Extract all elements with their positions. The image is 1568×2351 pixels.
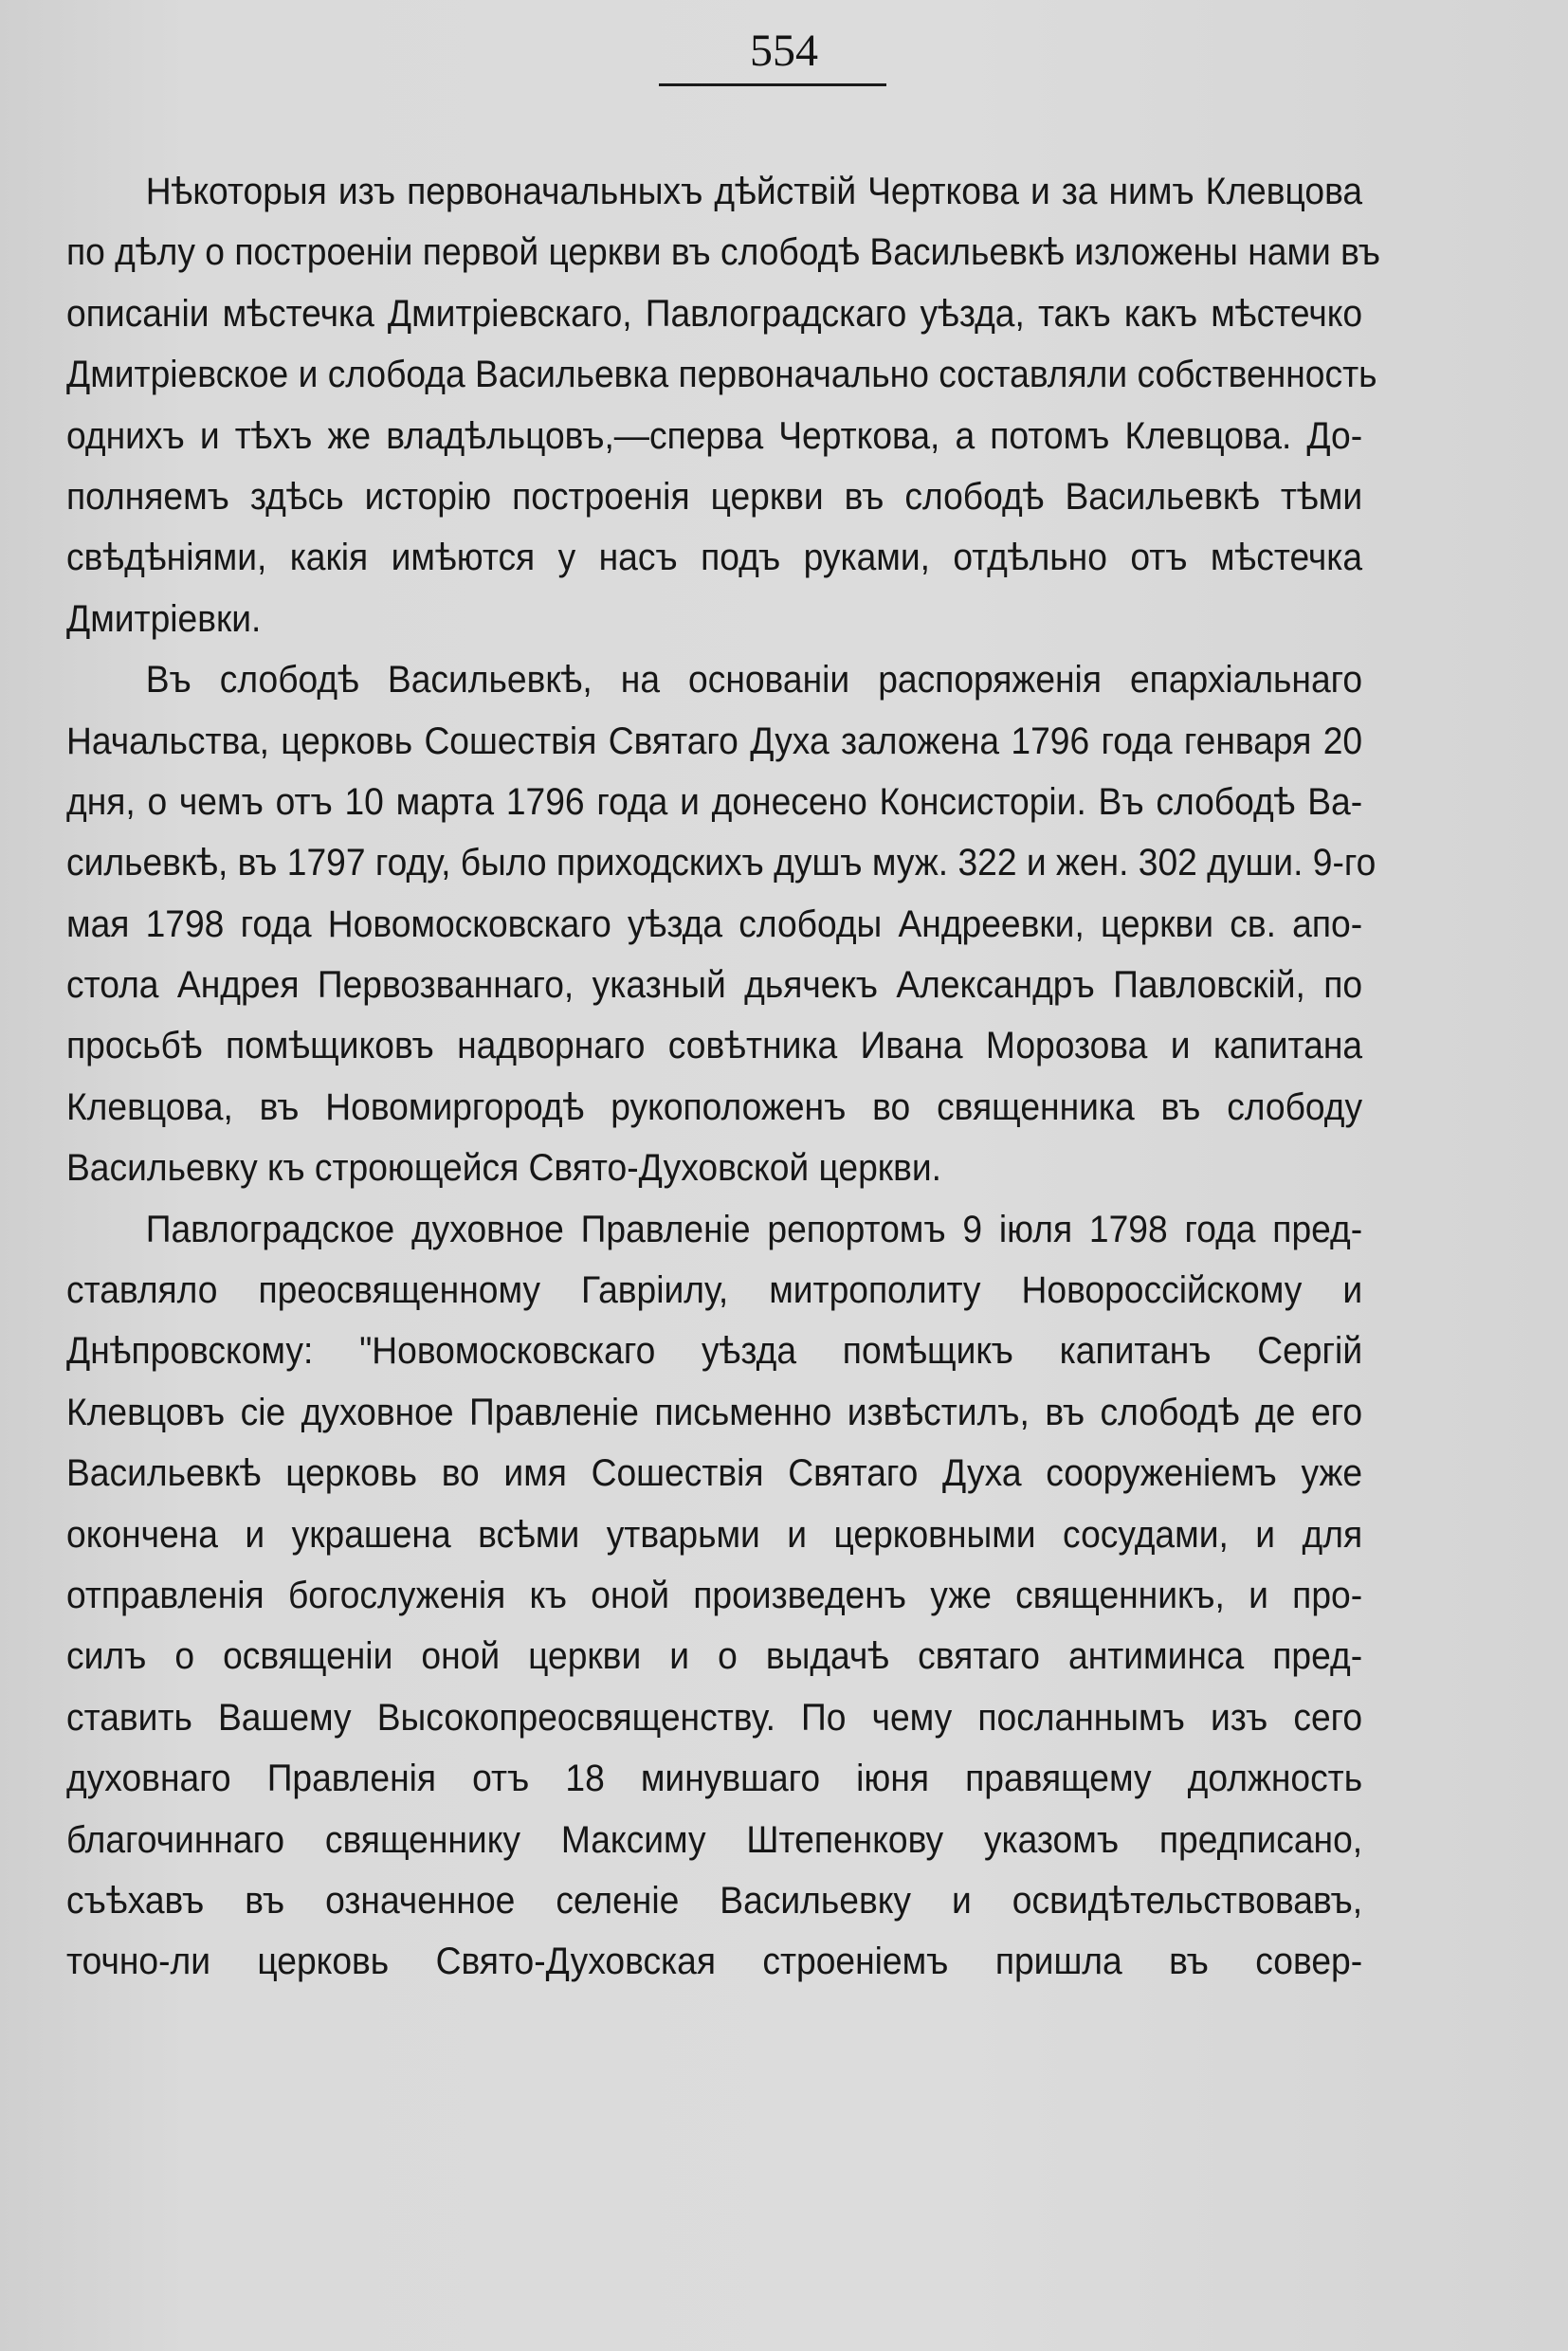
- page-number: 554: [750, 26, 818, 76]
- text-line: Клевцова, въ Новомиргородѣ рукоположенъ во священника въ слободу: [66, 1085, 1363, 1128]
- text-line: Васильевку къ строющейся Свято-Духовской церкви.: [66, 1147, 941, 1190]
- text-line: Дмитріевское и слобода Васильевка первоначально составляли собственность: [66, 354, 1377, 396]
- text-line: точно-ли церковь Свято-Духовская строеніемъ пришла въ совер-: [66, 1941, 1363, 1983]
- text-line: Клевцовъ сіе духовное Правленіе письменно извѣстилъ, въ слободѣ де его: [66, 1391, 1363, 1433]
- page-number-underline: [659, 83, 886, 86]
- text-line: сильевкѣ, въ 1797 году, было приходскихъ душъ муж. 322 и жен. 302 души. 9-го: [66, 842, 1377, 884]
- text-line: благочиннаго священнику Максиму Штепенкову указомъ предписано,: [66, 1818, 1363, 1861]
- text-line: Васильевкѣ церковь во имя Сошествія Святаго Духа сооруженіемъ уже: [66, 1452, 1363, 1495]
- text-line: Дмитріевки.: [66, 597, 262, 640]
- text-line: Нѣкоторыя изъ первоначальныхъ дѣйствій Черткова и за нимъ Клевцова: [145, 171, 1363, 212]
- text-line: Днѣпровскому: "Новомосковскаго уѣзда помѣщикъ капитанъ Сергій: [66, 1330, 1363, 1373]
- body-text: [66, 161, 1380, 1993]
- text-line: Въ слободѣ Васильевкѣ, на основаніи распоряженія епархіальнаго: [145, 659, 1363, 702]
- text-line: мая 1798 года Новомосковскаго уѣзда слободы Андреевки, церкви св. апо-: [66, 902, 1363, 945]
- text-line: однихъ и тѣхъ же владѣльцовъ,—сперва Черткова, а потомъ Клевцова. До-: [66, 414, 1363, 457]
- text-line: окончена и украшена всѣми утварьми и церковными сосудами, и для: [66, 1513, 1363, 1556]
- text-line: полняемъ здѣсь исторію построенія церкви въ слободѣ Васильевкѣ тѣми: [66, 475, 1363, 518]
- text-line: Павлоградское духовное Правленіе репортомъ 9 іюля 1798 года пред-: [145, 1208, 1363, 1250]
- text-line: ставить Вашему Высокопреосвященству. По чему посланнымъ изъ сего: [66, 1696, 1363, 1739]
- text-line: отправленія богослуженія къ оной произведенъ уже священникъ, и про-: [66, 1574, 1363, 1616]
- text-line: Начальства, церковь Сошествія Святаго Духа заложена 1796 года генваря 20: [66, 720, 1363, 762]
- text-line: просьбѣ помѣщиковъ надворнаго совѣтника Ивана Морозова и капитана: [66, 1025, 1363, 1067]
- text-line: дня, о чемъ отъ 10 марта 1796 года и донесено Консисторіи. Въ слободѣ Ва-: [66, 780, 1363, 823]
- text-line: ставляло преосвященному Гавріилу, митрополиту Новороссійскому и: [66, 1269, 1363, 1312]
- text-line: силъ о освященіи оной церкви и о выдачѣ святаго антиминса пред-: [66, 1635, 1363, 1678]
- text-line: стола Андрея Первозваннаго, указный дьячекъ Александръ Павловскій, по: [66, 964, 1363, 1007]
- text-line: свѣдѣніями, какія имѣются у насъ подъ руками, отдѣльно отъ мѣстечка: [66, 537, 1363, 579]
- text-line: по дѣлу о построеніи первой церкви въ слободѣ Васильевкѣ изложены нами въ: [66, 231, 1380, 274]
- text-line: описаніи мѣстечка Дмитріевскаго, Павлоградскаго уѣзда, такъ какъ мѣстечко: [66, 292, 1363, 335]
- text-line: духовнаго Правленія отъ 18 минувшаго іюня правящему должность: [66, 1758, 1363, 1800]
- text-line: съѣхавъ въ означенное селеніе Васильевку и освидѣтельствовавъ,: [66, 1879, 1363, 1922]
